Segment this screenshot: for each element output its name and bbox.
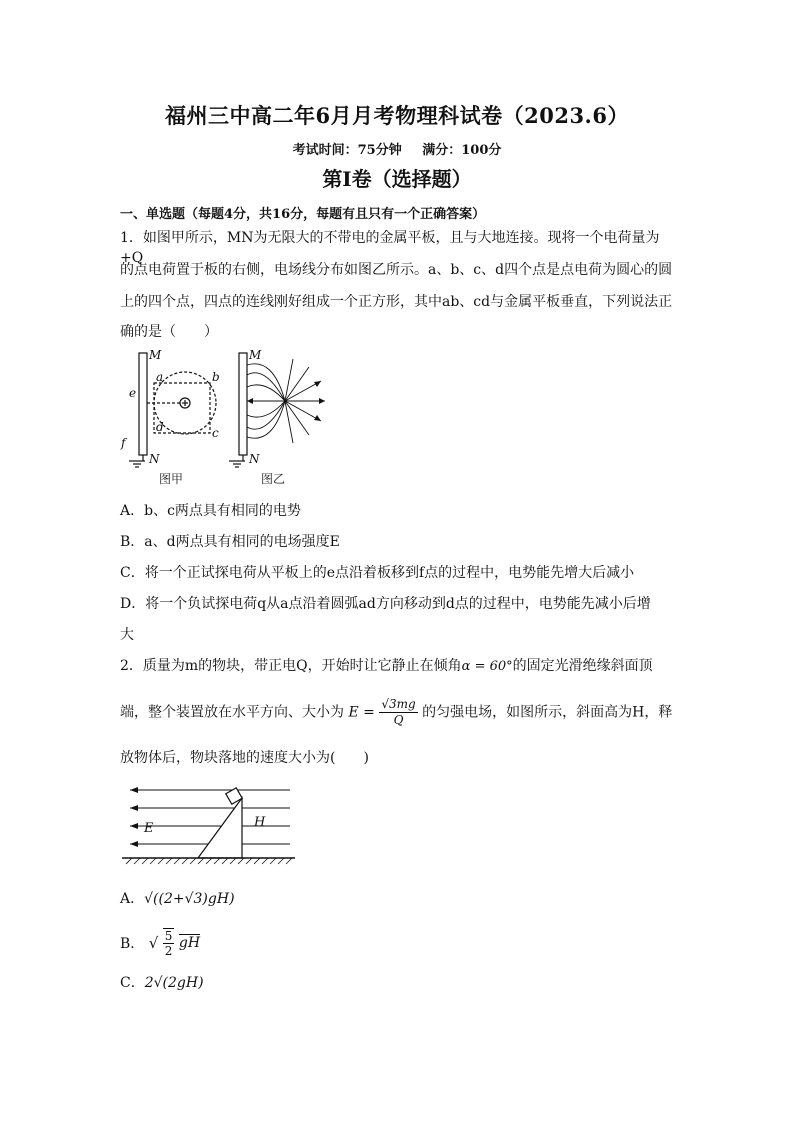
- label-N: N: [249, 452, 260, 466]
- q1-option-d-cont: 大: [120, 627, 134, 643]
- label-M: M: [149, 348, 162, 362]
- q1-option-d: D．将一个负试探电荷q从a点沿着圆弧ad方向移动到d点的过程中，电势能先减小后增: [120, 596, 651, 612]
- section-heading: 一、单选题（每题4分，共16分，每题有且只有一个正确答案）: [120, 207, 486, 222]
- exam-subtitle: [0, 139, 794, 158]
- field-formula: E = $\frac{√3mg}{Q}$: [348, 697, 416, 727]
- part-heading: 第I卷（选择题）: [322, 167, 472, 191]
- q1-option-a: A．b、c两点具有相同的电势: [120, 503, 301, 519]
- ground-hatch: [126, 858, 292, 864]
- q1-figure-b: [225, 345, 345, 485]
- q2-figure: [120, 780, 300, 865]
- label-b: b: [212, 370, 220, 384]
- label-e: e: [129, 386, 137, 400]
- label-E: E: [144, 821, 154, 836]
- q1-option-b: B．a、d两点具有相同的电场强度E: [120, 534, 340, 550]
- label-N: N: [149, 452, 160, 466]
- angle-expr: α = 60°: [461, 659, 513, 674]
- q1-line-1: 1．如图甲所示，MN为无限大的不带电的金属平板，且与大地连接。现将一个电荷量为+Q: [120, 230, 660, 266]
- label-H: H: [254, 815, 266, 830]
- q2-option-a: A．√((2+√3)gH): [120, 891, 235, 907]
- label-f: f: [121, 436, 126, 450]
- incline: [198, 798, 242, 858]
- field-lines: [247, 359, 325, 443]
- q1-line-2: 的点电荷置于板的右侧，电场线分布如图乙所示。a、b、c、d四个点是点电荷为圆心的圆: [120, 262, 673, 278]
- label-M: M: [249, 348, 262, 362]
- q1-option-c: C．将一个正试探电荷从平板上的e点沿着板移到f点的过程中，电势能先增大后减小: [120, 565, 635, 581]
- label-a: a: [156, 370, 164, 384]
- label-c: c: [212, 426, 219, 440]
- metal-plate: [239, 353, 247, 455]
- metal-plate: [139, 353, 147, 455]
- q1-line-3: 上的四个点，四点的连线刚好组成一个正方形，其中ab、cd与金属平板垂直，下列说法正: [120, 294, 673, 310]
- label-d: d: [156, 420, 164, 434]
- exam-title: 福州三中高二年6月月考物理科试卷（2023.6）: [165, 103, 629, 128]
- q2-line-1: 2．质量为m的物块，带正电Q，开始时让它静止在倾角α = 60°的固定光滑绝缘斜面顶: [120, 658, 653, 674]
- exam-time: 考试时间：75分钟: [292, 143, 402, 158]
- caption-fig-a: 图甲: [159, 472, 184, 485]
- q2-line-2: 端，整个装置放在水平方向、大小为 E = $\frac{√3mg}{Q}$ 的匀强电场，如图所示，斜面高为H，释: [120, 697, 673, 727]
- q1-figure-a: [115, 345, 225, 485]
- q2-option-c: C．2√(2gH): [120, 975, 204, 991]
- caption-fig-b: 图乙: [261, 472, 286, 485]
- q2-option-b: B． √ $\frac{5}{2}$ gH: [120, 929, 201, 958]
- exam-score: 满分：100分: [422, 143, 502, 158]
- q1-line-4: 确的是（ ）: [120, 324, 218, 340]
- field-lines: [130, 790, 290, 844]
- q2-line-3: 放物体后，物块落地的速度大小为( ): [120, 750, 369, 766]
